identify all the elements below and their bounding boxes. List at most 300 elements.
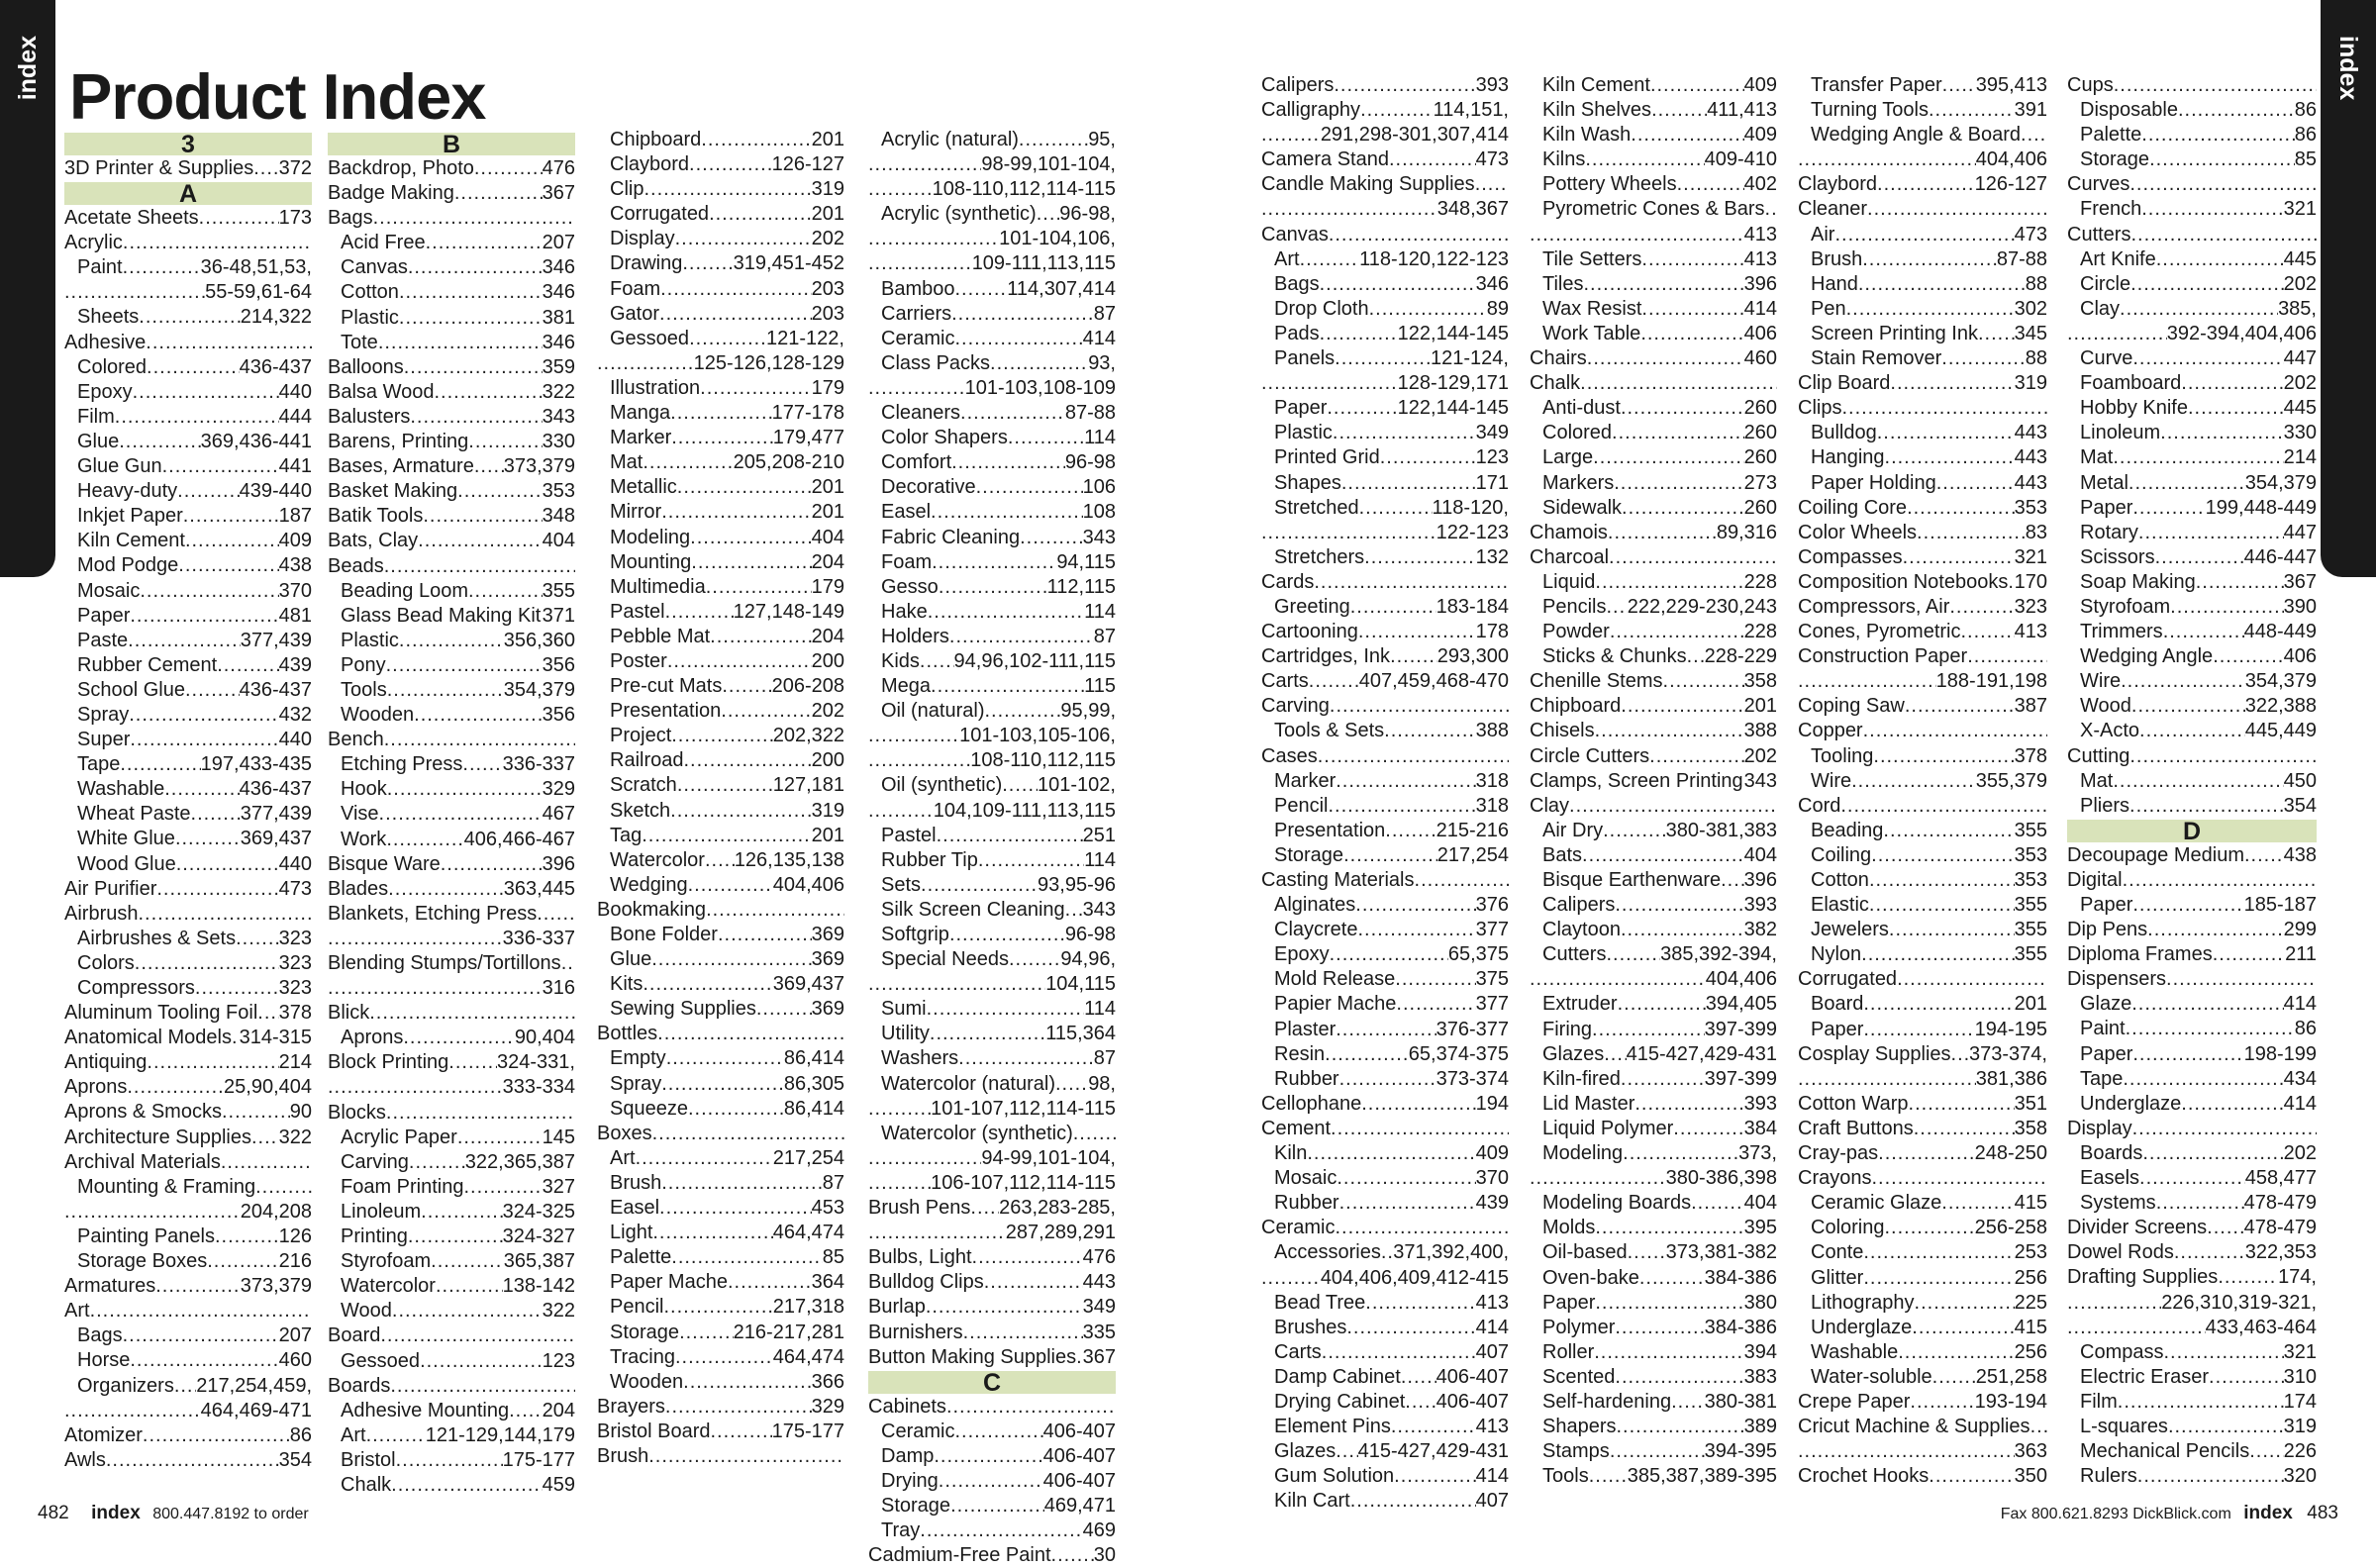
page-reference: 251,258 <box>1975 1365 2047 1388</box>
index-subentry <box>868 500 1116 525</box>
page-reference: 216 <box>278 1250 312 1273</box>
index-subentry <box>868 1046 1116 1071</box>
index-entry <box>328 430 575 454</box>
entry-term: Stain Remover <box>1811 347 1942 370</box>
entry-term: Bulldog <box>1811 422 1877 444</box>
entry-term: Crayons <box>1798 1167 1872 1190</box>
index-subentry <box>597 1270 844 1295</box>
entry-term: Ceramic <box>881 327 955 349</box>
page-reference: 251 <box>1082 824 1116 846</box>
index-entry <box>597 1122 844 1146</box>
entry-term: Turning Tools <box>1811 99 1929 122</box>
entry-term: Plastic <box>1274 422 1333 444</box>
index-entry <box>328 380 575 405</box>
page-reference: 447 <box>2283 347 2317 370</box>
index-column-1 <box>64 132 312 1473</box>
entry-term: Greeting <box>1274 595 1350 618</box>
index-subentry <box>64 802 312 827</box>
page-reference: 104,109-111,113,115 <box>933 799 1116 822</box>
index-subentry <box>1798 1191 2047 1216</box>
entry-term: Blades <box>328 877 389 900</box>
index-subentry <box>64 703 312 728</box>
entry-term: Decoupage Medium <box>2067 843 2244 866</box>
page-reference: 355 <box>542 579 575 602</box>
index-subentry <box>64 827 312 851</box>
index-column-4 <box>868 128 1116 1568</box>
page-reference: 322,353 <box>2244 1241 2317 1264</box>
index-entry <box>64 1274 312 1299</box>
page-reference: 404,406,409,412-415 <box>1320 1266 1509 1289</box>
page-reference: 369,436-441 <box>200 430 312 452</box>
entry-term: Ceramic <box>1261 1217 1336 1239</box>
index-subentry <box>1798 893 2047 918</box>
index-subentry <box>1261 445 1509 470</box>
entry-term: Blending Stumps/Tortillons <box>328 952 561 974</box>
index-subentry <box>868 824 1116 848</box>
index-entry-continuation <box>1798 147 2047 172</box>
index-entry <box>1261 744 1509 769</box>
entry-term: Lithography <box>1811 1291 1915 1314</box>
index-subentry <box>1261 322 1509 346</box>
entry-term: Brushes <box>1274 1316 1347 1338</box>
page-reference: 86,414 <box>783 1047 844 1070</box>
page-reference: 323 <box>2014 595 2047 618</box>
page-reference: 406 <box>2283 645 2317 668</box>
index-subentry <box>328 1274 575 1299</box>
page-reference: 378 <box>278 1002 312 1025</box>
page-reference: 443 <box>1082 1271 1116 1294</box>
page-reference: 228-229 <box>1704 645 1777 668</box>
page-reference: 324-327 <box>502 1225 575 1248</box>
index-subentry <box>1261 794 1509 819</box>
entry-term: Oven-bake <box>1542 1266 1639 1289</box>
entry-term: Modeling Boards <box>1542 1192 1692 1215</box>
index-subentry <box>1261 1390 1509 1415</box>
page-reference: 183-184 <box>1436 595 1509 618</box>
index-subentry <box>2067 644 2317 669</box>
entry-term: Digital <box>2067 868 2123 891</box>
page-reference: 369,437 <box>240 828 312 850</box>
entry-term: Aprons & Smocks <box>64 1101 222 1124</box>
index-subentry <box>1798 98 2047 123</box>
entry-term: Crochet Hooks <box>1798 1465 1930 1488</box>
index-subentry <box>64 1348 312 1373</box>
index-subentry <box>1261 1141 1509 1166</box>
index-subentry <box>597 997 844 1022</box>
index-entry <box>1530 794 1777 819</box>
entry-term: Divider Screens <box>2067 1217 2208 1239</box>
entry-term: White Glue <box>77 828 175 850</box>
index-subentry <box>2067 992 2317 1017</box>
index-subentry <box>868 426 1116 450</box>
index-subentry <box>1261 545 1509 570</box>
index-subentry <box>328 231 575 255</box>
entry-term: Paper <box>1542 1291 1596 1314</box>
index-subentry <box>1798 1316 2047 1340</box>
index-subentry <box>2067 521 2317 545</box>
page-reference: 481 <box>278 604 312 627</box>
entry-term: Watercolor <box>341 1275 436 1298</box>
entry-term: Cotton <box>1811 869 1869 891</box>
entry-term: Coping Saw <box>1798 695 1905 718</box>
index-entry-continuation <box>868 724 1116 748</box>
index-subentry <box>1261 843 1509 868</box>
page-reference: 260 <box>1743 397 1777 420</box>
index-subentry <box>868 1469 1116 1494</box>
index-entry <box>868 1196 1116 1221</box>
page-reference: 350 <box>2014 1465 2047 1488</box>
entry-term: Blick <box>328 1002 370 1025</box>
index-subentry <box>597 251 844 276</box>
entry-term: Wheat Paste <box>77 803 191 826</box>
index-subentry <box>64 380 312 405</box>
page-reference: 202,322 <box>772 725 844 747</box>
page-reference: 185-187 <box>2243 894 2317 916</box>
entry-term: Presentation <box>1274 819 1386 841</box>
entry-term: Circle Cutters <box>1530 744 1650 767</box>
index-entry <box>1261 570 1509 595</box>
page-reference: 478-479 <box>2243 1192 2317 1215</box>
index-subentry <box>2067 1092 2317 1117</box>
index-entry <box>1798 644 2047 669</box>
entry-term: Chisels <box>1530 720 1595 742</box>
side-tab-right <box>2321 0 2376 577</box>
index-entry <box>1798 1415 2047 1439</box>
index-subentry <box>1798 247 2047 272</box>
index-subentry <box>1261 297 1509 322</box>
entry-term: Bisque Ware <box>328 852 441 875</box>
page-reference: 349 <box>1082 1296 1116 1319</box>
entry-term: Spray <box>610 1072 662 1095</box>
page-reference: 114 <box>1084 998 1116 1021</box>
page-reference: 343 <box>1743 769 1777 792</box>
page-reference: 226 <box>2283 1440 2317 1463</box>
page-reference: 358 <box>1743 670 1777 693</box>
index-entry <box>597 1420 844 1444</box>
index-subentry <box>64 579 312 604</box>
entry-term: Wood <box>2080 695 2131 718</box>
index-entry-continuation <box>328 927 575 951</box>
index-subentry <box>868 1444 1116 1469</box>
entry-term: Construction Paper <box>1798 645 1968 668</box>
entry-term: Liquid <box>1542 570 1596 593</box>
entry-term: Railroad <box>610 749 684 772</box>
page-reference: 448-449 <box>2243 621 2317 643</box>
entry-term: Marker <box>610 427 672 449</box>
index-subentry <box>868 898 1116 923</box>
index-subentry <box>597 1370 844 1395</box>
index-entry <box>868 1395 1116 1420</box>
page-reference: 293,300 <box>1436 645 1509 668</box>
entry-term: Washable <box>1811 1340 1899 1363</box>
page-reference: 377 <box>1475 993 1509 1016</box>
entry-term: Gesso <box>881 575 939 598</box>
letter-header: D <box>2067 820 2317 842</box>
entry-term: Storage <box>610 1321 680 1343</box>
index-subentry <box>2067 893 2317 918</box>
page-reference: 123 <box>1475 446 1509 469</box>
index-subentry <box>597 1046 844 1071</box>
entry-term: Corrugated <box>1798 968 1898 991</box>
page-reference: 436-437 <box>239 678 312 701</box>
page-reference: 358 <box>2014 1117 2047 1139</box>
index-entry <box>1798 396 2047 421</box>
index-subentry <box>597 923 844 947</box>
index-entry <box>2067 918 2317 942</box>
page-reference: 329 <box>811 1395 844 1418</box>
entry-term: Plastic <box>341 629 399 651</box>
index-subentry <box>2067 1340 2317 1365</box>
page-reference: 126,135,138 <box>734 848 844 871</box>
page-reference: 322 <box>278 1126 312 1148</box>
entry-term: Paint <box>2080 1018 2126 1040</box>
index-entry <box>64 1075 312 1100</box>
page-number: 482 <box>38 1503 69 1523</box>
index-subentry <box>1261 819 1509 843</box>
entry-term: Tag <box>610 824 643 846</box>
entry-term: Bead Tree <box>1274 1291 1366 1314</box>
entry-term: Project <box>610 725 672 747</box>
page-reference: 202 <box>1743 744 1777 767</box>
page-reference: 118-120, <box>1432 496 1509 519</box>
page-reference: 394 <box>1743 1340 1777 1363</box>
page-reference: 256 <box>2014 1266 2047 1289</box>
entry-term: Palette <box>2080 124 2142 147</box>
entry-term: French <box>2080 198 2142 221</box>
page-reference: 260 <box>1743 422 1777 444</box>
entry-term: Cleaners <box>881 402 961 425</box>
entry-term: Canvas <box>341 256 408 279</box>
page-reference: 101-103,108-109 <box>964 376 1116 399</box>
page-reference: 343 <box>1082 898 1116 921</box>
index-subentry <box>1798 942 2047 967</box>
entry-term: Drying Cabinet <box>1274 1390 1406 1413</box>
page-reference: 101-102, <box>1038 774 1116 797</box>
page-reference: 55-59,61-64 <box>205 281 312 304</box>
page-reference: 179 <box>811 376 844 399</box>
entry-term: Pastel <box>881 824 937 846</box>
index-subentry <box>1798 1266 2047 1291</box>
page-reference: 355 <box>2014 943 2047 966</box>
index-subentry <box>1530 73 1777 98</box>
page-reference: 202 <box>2283 372 2317 395</box>
entry-term: Wedging Angle <box>2080 645 2214 668</box>
index-subentry <box>868 997 1116 1022</box>
index-entry <box>1798 1390 2047 1415</box>
page-reference: 409 <box>1743 74 1777 96</box>
index-entry <box>1798 1166 2047 1191</box>
page-reference: 377,439 <box>240 629 312 651</box>
letter-header: B <box>328 133 575 155</box>
entry-term: Art <box>610 1146 636 1169</box>
index-subentry <box>597 699 844 724</box>
entry-term: Colored <box>77 355 148 378</box>
page-reference: 118-120,122-123 <box>1359 247 1509 270</box>
entry-term: Paper <box>1274 397 1328 420</box>
entry-term: Clip <box>610 178 644 201</box>
index-entry-continuation <box>1261 197 1509 222</box>
entry-term: Heavy-duty <box>77 480 178 503</box>
index-subentry <box>597 674 844 699</box>
index-subentry <box>2067 396 2317 421</box>
index-subentry <box>1261 1439 1509 1464</box>
entry-term: Utility <box>881 1023 930 1045</box>
entry-term: Cricut Machine & Supplies <box>1798 1416 2030 1438</box>
page-reference: 351 <box>2014 1092 2047 1115</box>
page-reference: 310 <box>2283 1365 2317 1388</box>
entry-term: Stretchers <box>1274 545 1365 568</box>
index-subentry <box>2067 445 2317 470</box>
entry-term: Crepe Paper <box>1798 1390 1911 1413</box>
page-reference: 447 <box>2283 521 2317 543</box>
index-subentry <box>1261 471 1509 496</box>
entry-term: Pencil <box>1274 794 1329 817</box>
index-subentry <box>328 306 575 331</box>
page-reference: 367 <box>2283 570 2317 593</box>
index-subentry <box>1798 1291 2047 1316</box>
page-reference: 375 <box>1475 968 1509 991</box>
entry-term: Sheets <box>77 306 140 329</box>
index-entry <box>64 1299 312 1323</box>
index-entry <box>2067 73 2317 98</box>
entry-term: Cement <box>1261 1117 1332 1139</box>
index-subentry <box>868 575 1116 600</box>
index-subentry <box>597 1146 844 1171</box>
index-subentry <box>1530 1415 1777 1439</box>
entry-term: Pen <box>1811 297 1846 320</box>
entry-term: Linoleum <box>2080 422 2161 444</box>
page-reference: 248-250 <box>1974 1142 2047 1165</box>
page-reference: 188-191,198 <box>1935 670 2047 693</box>
index-subentry <box>64 1175 312 1200</box>
page-reference: 86 <box>2294 99 2317 122</box>
entry-term: Resin <box>1274 1042 1326 1065</box>
page-reference: 321 <box>2283 1340 2317 1363</box>
index-subentry <box>1798 322 2047 346</box>
index-entry <box>64 206 312 231</box>
page-reference: 393 <box>1475 74 1509 96</box>
index-subentry <box>64 355 312 380</box>
index-subentry <box>1798 73 2047 98</box>
page-reference: 397-399 <box>1704 1018 1777 1040</box>
index-entry <box>2067 1216 2317 1240</box>
page-reference: 414 <box>2283 1092 2317 1115</box>
index-subentry <box>64 255 312 280</box>
index-subentry <box>1261 421 1509 445</box>
entry-term: Awls <box>64 1448 106 1471</box>
index-subentry <box>1530 918 1777 942</box>
index-entry-continuation <box>328 976 575 1001</box>
page-reference: 415 <box>2014 1316 2047 1338</box>
entry-term: Wedging Angle & Board <box>1811 124 2022 147</box>
page-reference: 86,414 <box>783 1097 844 1120</box>
page-reference: 206-208 <box>771 675 844 698</box>
entry-term: Brush <box>597 1444 649 1467</box>
entry-term: Accessories <box>1274 1241 1381 1264</box>
page-reference: 404 <box>811 526 844 548</box>
index-entry <box>1798 794 2047 819</box>
index-entry <box>1261 147 1509 172</box>
entry-term: Oil (synthetic) <box>881 774 1003 797</box>
index-subentry <box>1261 918 1509 942</box>
page-reference: 335 <box>1082 1321 1116 1343</box>
page-reference: 394-395 <box>1704 1440 1777 1463</box>
page-reference: 203 <box>811 302 844 325</box>
entry-term: Self-hardening <box>1542 1390 1672 1413</box>
entry-term: Glazes <box>1274 1440 1336 1463</box>
page-reference: 260 <box>1743 446 1777 469</box>
page-reference: 414 <box>1082 327 1116 349</box>
entry-term: School Glue <box>77 678 185 701</box>
index-subentry <box>2067 769 2317 794</box>
index-subentry <box>868 699 1116 724</box>
entry-term: Sticks & Chunks <box>1542 645 1687 668</box>
index-subentry <box>2067 1191 2317 1216</box>
entry-term: Bags <box>1274 272 1320 295</box>
index-entry-continuation <box>328 1075 575 1100</box>
index-subentry <box>328 802 575 827</box>
index-subentry <box>1798 297 2047 322</box>
entry-term: Pyrometric Cones & Bars <box>1542 198 1765 221</box>
index-subentry <box>1530 1390 1777 1415</box>
index-subentry <box>328 1249 575 1274</box>
index-entry-continuation <box>1798 669 2047 694</box>
index-subentry <box>1530 445 1777 470</box>
entry-term: Water-soluble <box>1811 1365 1932 1388</box>
entry-term: Easels <box>2080 1167 2140 1190</box>
index-subentry <box>2067 545 2317 570</box>
page-reference: 384-386 <box>1704 1266 1777 1289</box>
index-subentry <box>1261 1067 1509 1092</box>
index-subentry <box>328 1225 575 1249</box>
entry-term: Kilns <box>1542 148 1586 171</box>
entry-term: Tote <box>341 331 378 353</box>
page-reference: 302 <box>2014 297 2047 320</box>
entry-term: Bone Folder <box>610 924 718 945</box>
entry-term: Mega <box>881 675 932 698</box>
index-entry <box>2067 1265 2317 1290</box>
page-reference: 179,477 <box>772 427 844 449</box>
index-subentry <box>64 728 312 752</box>
entry-term: Bottles <box>597 1023 658 1045</box>
index-subentry <box>1530 992 1777 1017</box>
page-reference: 106 <box>1082 476 1116 499</box>
page-reference: 460 <box>1743 347 1777 370</box>
page-reference: 323 <box>278 951 312 974</box>
index-subentry <box>1261 719 1509 743</box>
index-subentry <box>328 678 575 703</box>
entry-term: Pony <box>341 653 386 676</box>
entry-term: Tape <box>77 753 121 776</box>
index-subentry <box>64 752 312 777</box>
index-subentry <box>868 674 1116 699</box>
index-subentry <box>328 331 575 355</box>
page-reference: 381,386 <box>1975 1067 2047 1090</box>
page-reference: 354,379 <box>2244 670 2317 693</box>
index-entry <box>1798 197 2047 222</box>
entry-term: Firing <box>1542 1018 1593 1040</box>
index-subentry <box>328 604 575 629</box>
index-entry <box>328 355 575 380</box>
page-reference: 404,406 <box>1975 148 2047 171</box>
index-subentry <box>1798 918 2047 942</box>
page-reference: 409 <box>278 530 312 552</box>
page-reference: 322,365,387 <box>464 1150 575 1173</box>
page-reference: 413 <box>2014 621 2047 643</box>
entry-term: Soap Making <box>2080 570 2196 593</box>
index-subentry <box>597 625 844 649</box>
page-reference: 86 <box>2294 124 2317 147</box>
